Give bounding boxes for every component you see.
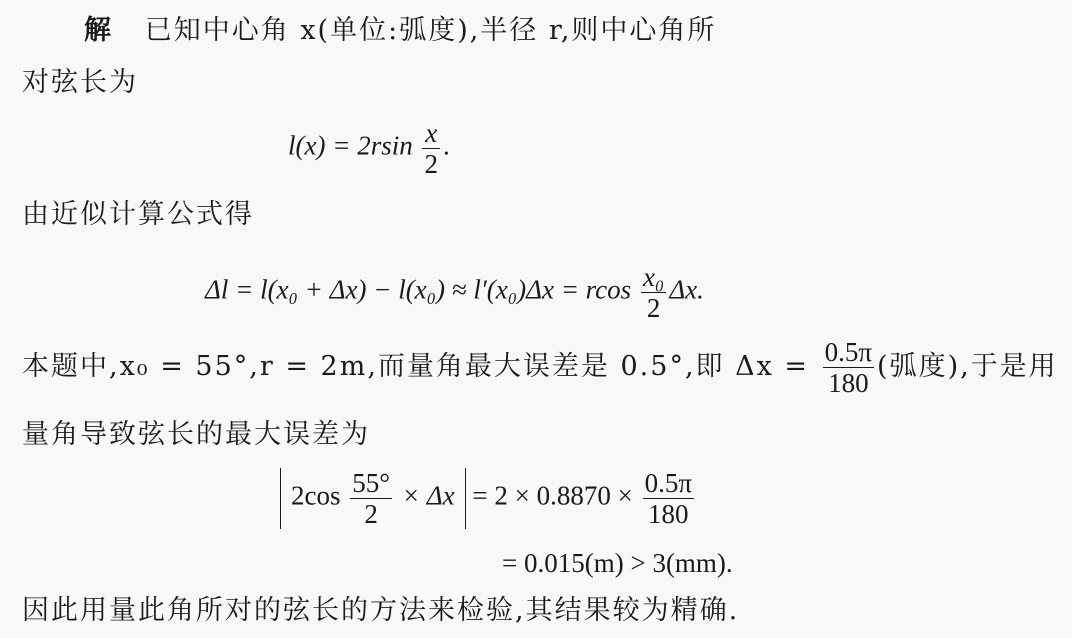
eq1-lhs: l(x) = 2rsin — [288, 130, 413, 161]
equation-max-error — [280, 468, 697, 529]
eq1-numerator: x — [422, 118, 440, 149]
delta-x-fraction — [823, 337, 874, 398]
eq2-lhs: Δl = l(x₀ + Δx) − l(x₀) ≈ l′(x₀)Δx = rcos — [205, 274, 632, 305]
eq2-numerator: x₀ — [642, 262, 665, 292]
paragraph-conclusion: 因此用量此角所对的弦长的方法来检验,其结果较为精确. — [22, 595, 740, 626]
eq3-numerator: 0.5π — [644, 468, 692, 498]
solution-label: 解 — [84, 15, 113, 46]
paragraph-max-error: 量角导致弦长的最大误差为 — [22, 419, 370, 450]
eq2-fraction — [641, 262, 666, 323]
absolute-value-expression — [280, 468, 466, 529]
intro-text-line1: 已知中心角 x(单位:弧度),半径 r,则中心角所 — [144, 15, 717, 46]
problem-values-text: 本题中,x₀ = 55°,r = 2m,而量角最大误差是 0.5°,即 Δx = — [22, 351, 810, 382]
eq1-denominator: 2 — [424, 149, 438, 179]
eq2-rhs: Δx. — [669, 274, 704, 305]
delta-x-numerator: 0.5π — [824, 337, 873, 367]
paragraph-intro-line2: 对弦长为 — [22, 67, 138, 98]
equation-chord-length: l(x) = 2rsin $\frac{x}{2}$ . — [288, 118, 450, 179]
paragraph-intro-line1 — [84, 14, 716, 48]
eq3-abs-denominator: 2 — [364, 499, 378, 529]
delta-x-denominator: 180 — [828, 368, 869, 398]
eq3-middle: = 2 × 0.8870 × — [472, 480, 633, 511]
paragraph-problem-values — [22, 337, 1058, 398]
eq3-abs-numerator: 55° — [352, 468, 391, 498]
eq3-abs-fraction — [350, 468, 392, 529]
problem-values-tail: (弧度),于是用 — [877, 351, 1058, 382]
equation-approximation — [205, 262, 704, 323]
eq3-abs-delta: × Δx — [401, 480, 455, 511]
paragraph-approx: 由近似计算公式得 — [22, 199, 254, 230]
eq3-abs-cos: 2cos — [291, 480, 341, 511]
equation-result: = 0.015(m) > 3(mm). — [502, 548, 733, 578]
eq1-fraction — [422, 118, 440, 179]
eq3-fraction — [643, 468, 694, 529]
eq2-denominator: 2 — [646, 293, 661, 323]
eq3-denominator: 180 — [648, 499, 689, 529]
